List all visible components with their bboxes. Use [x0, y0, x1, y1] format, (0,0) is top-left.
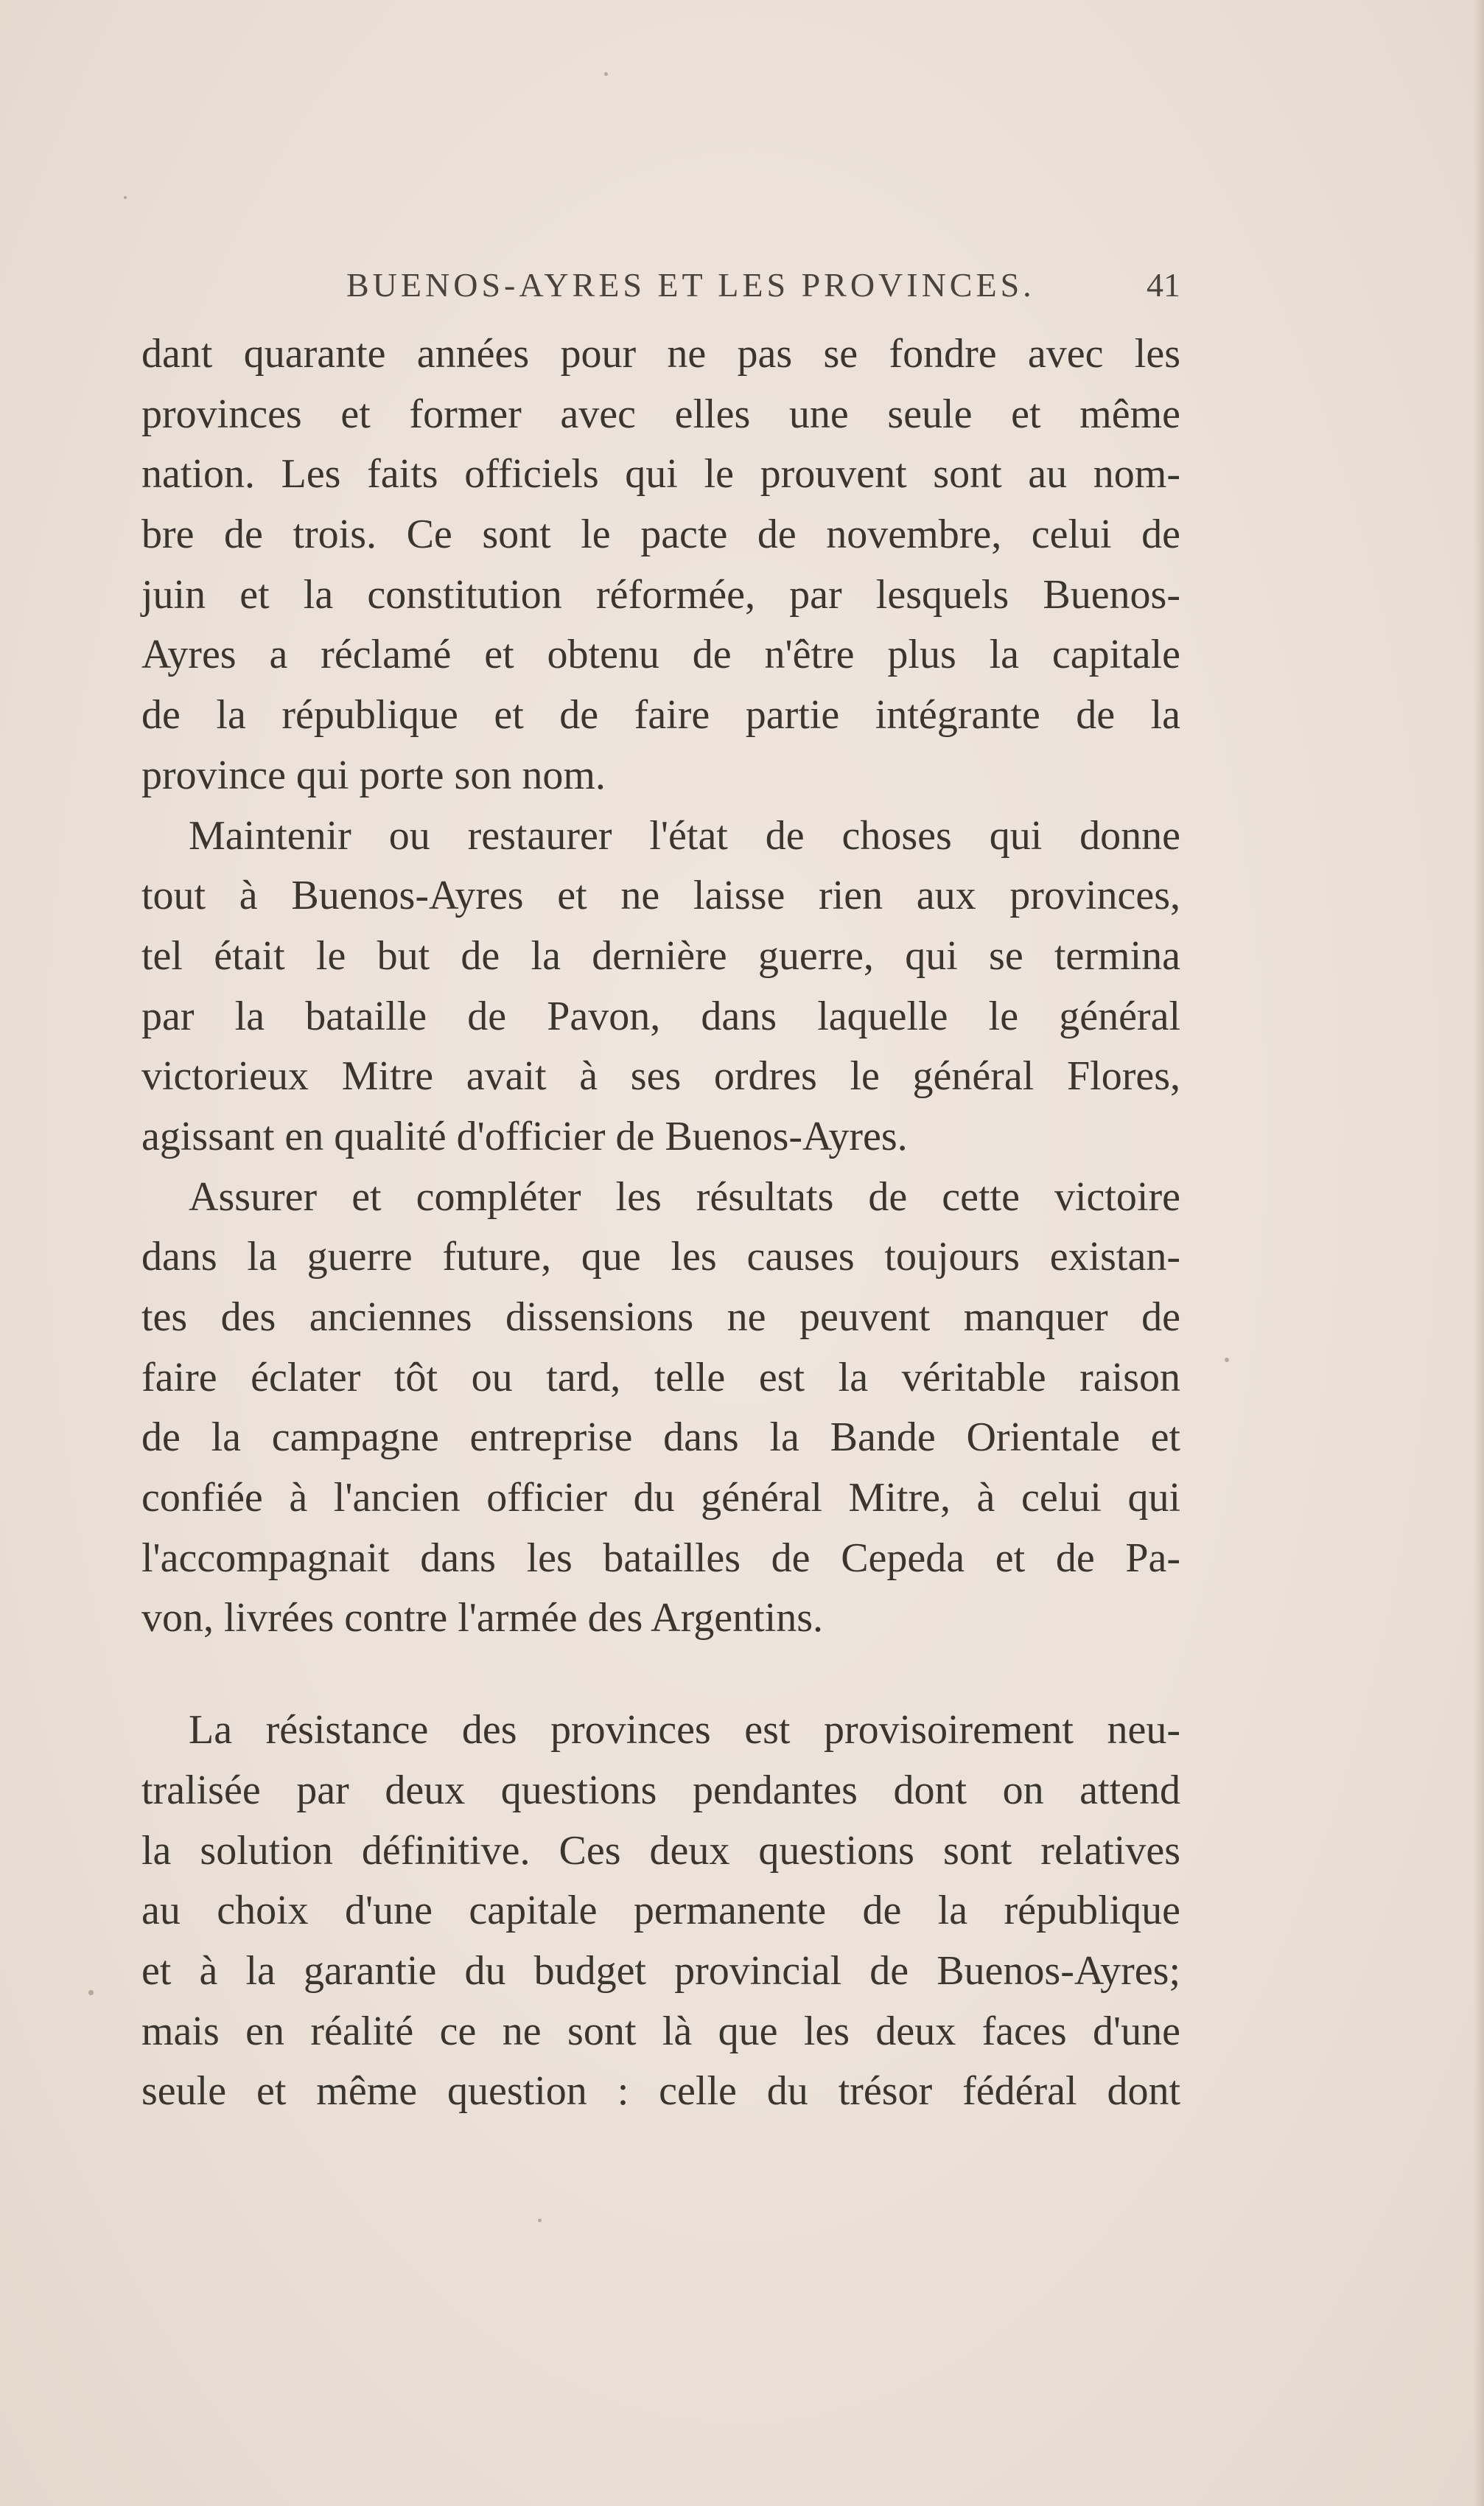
text-line: province qui porte son nom.: [141, 752, 606, 798]
text-line: au choix d'une capitale permanente de la république: [141, 1888, 1180, 1934]
text-line: tralisée par deux questions pendantes dont on attend: [141, 1767, 1180, 1813]
text-line: confiée à l'ancien officier du général Mitre, à celui qui: [141, 1475, 1180, 1521]
text-line: provinces et former avec elles une seule et même: [141, 391, 1180, 437]
page-edge-shadow: [1474, 0, 1484, 2506]
text-line: de la république et de faire partie intégrante de la: [141, 692, 1180, 739]
text-line: Assurer et compléter les résultats de cette victoire: [189, 1173, 1180, 1220]
text-line: et à la garantie du budget provincial de Buenos-Ayres;: [141, 1947, 1180, 1994]
paragraph: [141, 1700, 1180, 2122]
text-line: la solution définitive. Ces deux questions sont relatives: [141, 1827, 1180, 1874]
running-title: BUENOS-AYRES ET LES PROVINCES.: [346, 266, 1035, 304]
body-text: [141, 324, 1180, 2122]
section-break: [141, 1649, 1180, 1700]
text-line: de la campagne entreprise dans la Bande Orientale et: [141, 1414, 1180, 1461]
paper-speck: [124, 196, 127, 199]
page-number: 41: [1147, 266, 1180, 304]
text-line: l'accompagnait dans les batailles de Cepeda et de Pa-: [141, 1535, 1180, 1581]
paragraph: [141, 806, 1180, 1168]
paper-speck: [604, 72, 608, 76]
paper-speck: [538, 2219, 542, 2222]
text-line: Maintenir ou restaurer l'état de choses qui donne: [189, 812, 1180, 859]
text-line: faire éclater tôt ou tard, telle est la véritable raison: [141, 1354, 1180, 1400]
text-line: Ayres a réclamé et obtenu de n'être plus la capitale: [141, 632, 1180, 678]
text-line: victorieux Mitre avait à ses ordres le général Flores,: [141, 1053, 1180, 1100]
text-line: seule et même question : celle du trésor fédéral dont: [141, 2068, 1180, 2115]
text-line: La résistance des provinces est provisoirement neu-: [189, 1707, 1180, 1753]
text-line: tout à Buenos-Ayres et ne laisse rien aux provinces,: [141, 873, 1180, 919]
text-line: agissant en qualité d'officier de Buenos-Ayres.: [141, 1113, 908, 1159]
running-head: [346, 259, 1180, 311]
text-line: tel était le but de la dernière guerre, qui se termina: [141, 932, 1180, 979]
text-line: nation. Les faits officiels qui le prouvent sont au nom-: [141, 451, 1180, 498]
text-line: par la bataille de Pavon, dans laquelle le général: [141, 993, 1180, 1039]
text-line: bre de trois. Ce sont le pacte de novembre, celui de: [141, 512, 1180, 558]
paper-speck: [88, 1990, 94, 1995]
text-line: tes des anciennes dissensions ne peuvent manquer de: [141, 1294, 1180, 1340]
paper-speck: [1225, 1358, 1229, 1362]
text-line: von, livrées contre l'armée des Argentins.: [141, 1595, 824, 1641]
text-line: dans la guerre future, que les causes toujours existan-: [141, 1234, 1180, 1280]
paragraph: [141, 324, 1180, 806]
paragraph: [141, 1168, 1180, 1650]
text-line: juin et la constitution réformée, par lesquels Buenos-: [141, 571, 1180, 618]
text-line: dant quarante années pour ne pas se fondre avec les: [141, 331, 1180, 377]
text-line: mais en réalité ce ne sont là que les deux faces d'une: [141, 2008, 1180, 2054]
